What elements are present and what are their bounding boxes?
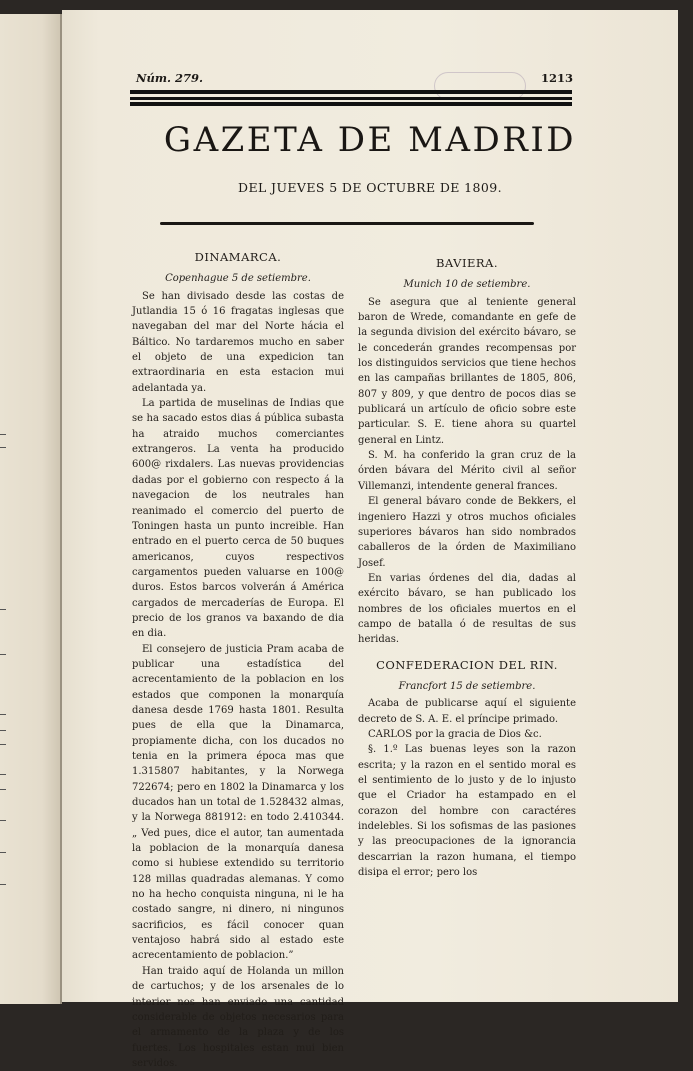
dateline-munich: Munich 10 de setiembre. (403, 279, 531, 291)
paragraph: El general bávaro conde de Bekkers, el ingeniero Hazzi y otros muchos oficiales superiores bávaros han sido nombrados caballeros de la órden de Maximiliano Josef. (358, 496, 576, 569)
paragraph: El consejero de justicia Pram acaba de publicar una estadística del acrecentamiento de la poblacion en los estados que componen la monarquía danesa desde 1769 hasta 1801. Resulta pues de ella que la Dinamarca, propiamente dicha, con los ducados no tenia en la primera época mas que 1.315807 habitantes, y la Norwega 722674; pero en 1802 la Dinamarca y los ducados han un total de 1.528432 almas, y la Norwega 881912: en todo 2.410344. „ Ved pues, dice el autor, tan aumentada la poblacion de la monarquía danesa como si hubiese extendido su territorio 128 millas quadradas alemanas. Y como no ha hecho conquista ninguna, ni le ha costado sangre, ni dinero, ni ningunos sacrificios, es fácil conocer quan ventajoso habrá sido al estado este acrecentamiento de poblacion.” (132, 643, 344, 962)
issue-number: Núm. 279. (136, 71, 204, 85)
paragraph: S. M. ha conferido la gran cruz de la órden bávara del Mérito civil al señor Villemanzi, intendente general frances. (358, 450, 576, 492)
paragraph: Acaba de publicarse aquí el siguiente decreto de S. A. E. el príncipe primado. (358, 698, 576, 725)
paragraph: Se han divisado desde las costas de Jutlandia 15 ó 16 fragatas inglesas que navegaban del mar del Norte hácia el Báltico. No tardaremos mucho en saber el objeto de una expedicion tan extraordinaria en esta estacion mui adelantada ya. (132, 290, 344, 394)
paragraph: Se asegura que al teniente general baron de Wrede, comandante en gefe de la segunda division del exército bávaro, se le concederán grandes recompensas por los distinguidos servicios que tiene hechos en las campañas brillantes de 1805, 806, 807 y 809, y que dentro de pocos dias se publicará un artículo de oficio sobre este particular. S. E. tiene ahora su quartel general en Lintz. (358, 296, 576, 446)
paragraph: §. 1.º Las buenas leyes son la razon escrita; y la razon en el sentido moral es el sentimiento de lo justo y de lo injusto que el Criador ha estampado en el corazon del hombre con caractéres indelebles. Si los sofismas de las pasiones y las preocupaciones de la ignorancia descarrian la razon humana, el tiempo disipa el error; pero los (358, 744, 576, 879)
header-rule-top (130, 90, 572, 94)
right-column (358, 256, 576, 880)
section-title-baviera: BAVIERA. (435, 256, 499, 270)
library-stamp (434, 72, 526, 100)
paragraph: La partida de muselinas de Indias que se ha sacado estos dias á pública subasta ha atraido muchos comerciantes extrangeros. La venta ha producido 600@ rixdalers. Las nuevas providencias dadas por el gobierno con respecto á la navegacion de los neutrales han reanimado el comercio del puerto de Toningen hasta un punto increible. Han entrado en el puerto cerca de 50 buques americanos, cuyos respectivos cargamentos pueden valuarse en 100@ duros. Estos barcos volverán á América cargados de mercaderías de Europa. El precio de los granos va baxando de dia en dia. (132, 398, 344, 640)
masthead-rule (160, 222, 534, 225)
section-title-confederacion: CONFEDERACION DEL RIN. (376, 657, 558, 672)
paragraph: CARLOS por la gracia de Dios &c. (368, 728, 542, 740)
header-rule-double (130, 97, 572, 106)
masthead-title: GAZETA DE MADRID (163, 120, 577, 160)
newspaper-page (62, 10, 678, 1069)
paragraph: En varias órdenes del dia, dadas al exército bávaro, se han publicado los nombres de los oficiales muertos en el campo de batalla ó de resultas de sus heridas. (358, 572, 576, 646)
left-column (132, 250, 344, 1071)
page-number: 1213 (541, 71, 574, 85)
paragraph: Han traido aquí de Holanda un millon de cartuchos; y de los arsenales de lo interior nos han enviado una cantidad considerable de objetos necesarios para el armamento de la plaza y de los fuertes. Los hospitales estan mui bien servidos. (132, 965, 344, 1069)
dateline-copenhague: Copenhague 5 de setiembre. (165, 273, 311, 285)
section-title-dinamarca: DINAMARCA. (194, 250, 282, 264)
facing-page-edge (0, 14, 62, 1004)
issue-dateline: DEL JUEVES 5 DE OCTUBRE DE 1809. (238, 180, 502, 195)
dateline-francfort: Francfort 15 de setiembre. (398, 680, 536, 692)
